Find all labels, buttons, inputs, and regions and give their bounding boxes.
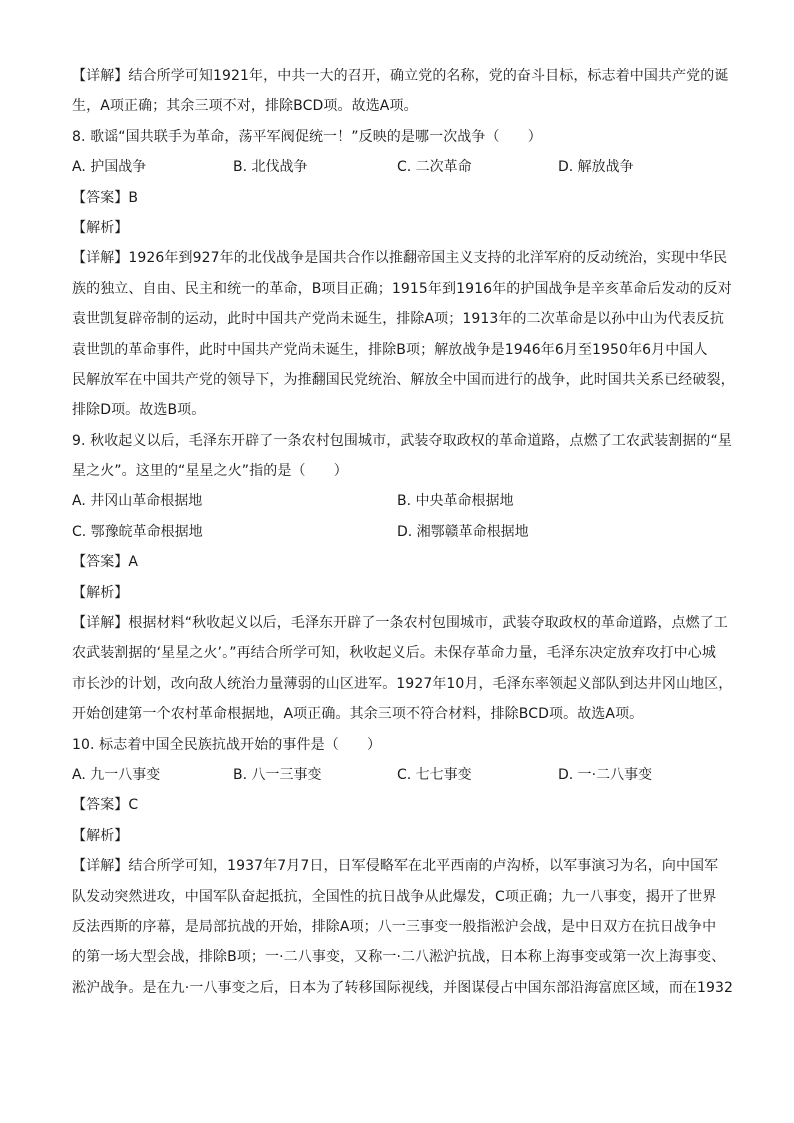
option-b: B. 八一三事变 — [233, 766, 322, 783]
detail-line: 【详解】根据材料“秋收起义以后，毛泽东开辟了一条农村包围城市，武装夺取政权的革命道路，点燃了工 — [72, 615, 728, 632]
detail-line: 反法西斯的序幕，是局部抗战的开始，排除A项；八一三事变一般指淞沪会战，是中日双方在抗日战争中 — [72, 918, 717, 935]
question-stem: 9. 秋收起义以后，毛泽东开辟了一条农村包围城市，武装夺取政权的革命道路，点燃了工农武装割据的“星 — [72, 432, 732, 449]
option-d: D. 解放战争 — [558, 159, 634, 176]
option-c: C. 二次革命 — [397, 159, 472, 176]
option-a: A. 九一八事变 — [72, 766, 161, 783]
option-c: C. 鄂豫皖革命根据地 — [72, 523, 203, 540]
option-b: B. 中央革命根据地 — [397, 493, 514, 510]
question-8 — [72, 122, 735, 426]
option-d: D. 一·二八事变 — [558, 766, 653, 783]
detail-line: 淞沪战争。是在九·一八事变之后，日本为了转移国际视线，并图谋侵占中国东部沿海富庶区域，而在1932 — [72, 979, 733, 996]
answer-label: 【答案】C — [72, 797, 139, 814]
analysis-label: 【解析】 — [72, 827, 129, 844]
options-row — [72, 760, 724, 790]
question-stem: 8. 歌谣“国共联手为革命，荡平军阀促统一！”反映的是哪一次战争（ ） — [72, 128, 542, 145]
option-d: D. 湘鄂赣革命根据地 — [397, 523, 529, 540]
detail-line: 袁世凯复辟帝制的运动，此时中国共产党尚未诞生，排除A项；1913年的二次革命是以孙中山为代表反抗 — [72, 311, 725, 328]
option-c: C. 七七事变 — [397, 766, 472, 783]
detail-line: 的第一场大型会战，排除B项；一·二八事变，又称一·二八淞沪抗战，日本称上海事变或第一次上海事变、 — [72, 949, 726, 966]
question-9 — [72, 426, 733, 730]
options-row — [72, 152, 724, 182]
answer-label: 【答案】A — [72, 554, 139, 571]
detail-line: 开始创建第一个农村革命根据地，A项正确。其余三项不符合材料，排除BCD项。故选A项。 — [72, 706, 644, 723]
analysis-label: 【解析】 — [72, 219, 129, 236]
question-10 — [72, 730, 733, 1004]
options-row — [72, 486, 724, 516]
detail-line: 族的独立、自由、民主和统一的革命，B项目正确；1915年到1916年的护国战争是辛亥革命后发动的反对 — [72, 280, 732, 297]
option-a: A. 护国战争 — [72, 159, 147, 176]
detail-line: 农武装割据的‘星星之火’。”再结合所学可知，秋收起义后。未保存革命力量，毛泽东决定放弃攻打中心城 — [72, 645, 716, 662]
exam-answer-page — [72, 61, 735, 1003]
detail-line: 【详解】1926年到927年的北伐战争是国共合作以推翻帝国主义支持的北洋军府的反动统治，实现中华民 — [72, 250, 728, 267]
question-7-detail — [72, 61, 729, 122]
detail-line: 市长沙的计划，改向敌人统治力量薄弱的山区进军。1927年10月，毛泽东率领起义部队到达井冈山地区， — [72, 675, 733, 692]
detail-line: 民解放军在中国共产党的领导下，为推翻国民党统治、解放全中国而进行的战争，此时国共关系已经破裂， — [72, 371, 735, 388]
answer-label: 【答案】B — [72, 189, 139, 206]
detail-line: 队发动突然进攻，中国军队奋起抵抗，全国性的抗日战争从此爆发，C项正确；九一八事变，揭开了世界 — [72, 888, 717, 905]
detail-line: 生，A项正确；其余三项不对，排除BCD项。故选A项。 — [72, 98, 418, 115]
analysis-label: 【解析】 — [72, 584, 129, 601]
detail-line: 【详解】结合所学可知，1937年7月7日，日军侵略军在北平西南的卢沟桥，以军事演习为名，向中国军 — [72, 858, 719, 875]
option-b: B. 北伐战争 — [233, 159, 308, 176]
option-a: A. 井冈山革命根据地 — [72, 493, 203, 510]
detail-line: 排除D项。故选B项。 — [72, 402, 206, 419]
question-stem: 10. 标志着中国全民族抗战开始的事件是（ ） — [72, 736, 382, 753]
question-stem: 星之火”。这里的“星星之火”指的是（ ） — [72, 463, 348, 480]
options-row — [72, 517, 724, 547]
detail-line: 袁世凯的革命事件，此时中国共产党尚未诞生，排除B项；解放战争是1946年6月至1950年6月中国人 — [72, 341, 708, 358]
detail-line: 【详解】结合所学可知1921年，中共一大的召开，确立党的名称，党的奋斗目标，标志着中国共产党的诞 — [72, 68, 729, 84]
